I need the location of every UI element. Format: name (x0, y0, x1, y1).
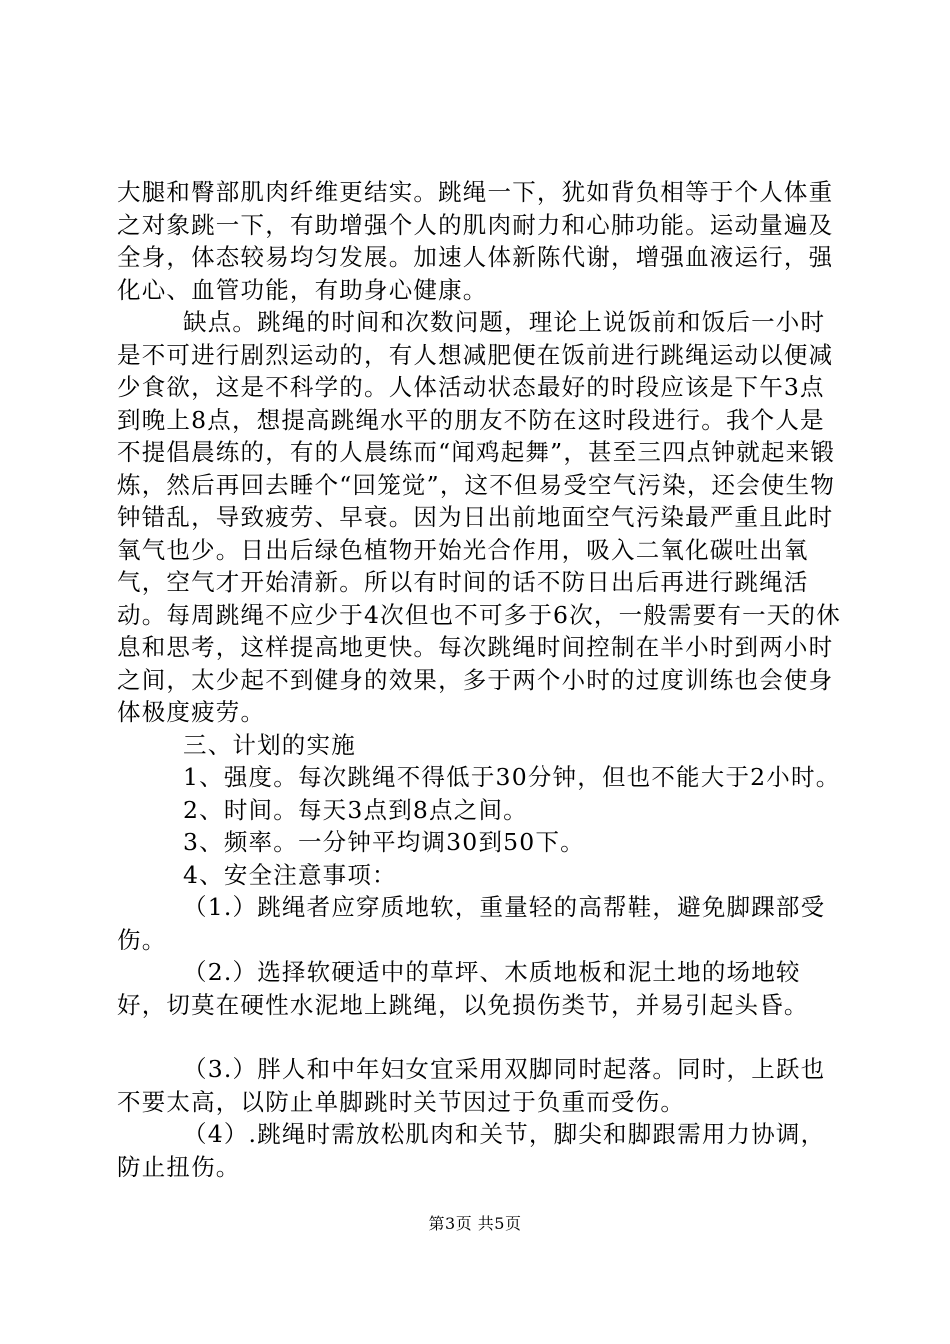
paragraph-intensity: 1、强度。每次跳绳不得低于30分钟，但也不能大于2小时。 (183, 763, 841, 791)
document-body (117, 176, 843, 1183)
paragraph-safety-item-4: （4）.跳绳时需放松肌肉和关节，脚尖和脚跟需用力协调，防止扭伤。 (117, 1120, 826, 1181)
paragraph-safety-item-2: （2.）选择软硬适中的草坪、木质地板和泥土地的场地较好，切莫在硬性水泥地上跳绳，以免损伤类节，并易引起头昏。 (117, 958, 809, 1019)
paragraph-safety-heading: 4、安全注意事项： (183, 860, 397, 889)
paragraph-safety-item-3: （3.）胖人和中年妇女宜采用双脚同时起落。同时，上跃也不要太高，以防止单脚跳时关节因过于负重而受伤。 (117, 1055, 826, 1116)
paragraph-safety-item-1: （1.）跳绳者应穿质地软，重量轻的高帮鞋，避免脚踝部受伤。 (117, 893, 826, 954)
paragraph-time: 2、时间。每天3点到8点之间。 (183, 795, 528, 824)
paragraph-disadvantages: 缺点。跳绳的时间和次数问题，理论上说饭前和饭后一小时是不可进行剧烈运动的，有人想减肥便在饭前进行跳绳运动以便减少食欲，这是不科学的。人体活动状态最好的时段应该是下午3点到晚上8点，想提高跳绳水平的朋友不防在这时段进行。我个人是不提倡晨练的，有的人晨练而“闻鸡起舞”，甚至三四点钟就起来锻炼，然后再回去睡个“回笼觉”，这不但易受空气污染，还会使生物钟错乱，导致疲劳、早衰。因为日出前地面空气污染最严重且此时氧气也少。日出后绿色植物开始光合作用，吸入二氧化碳吐出氧气，空气才开始清新。所以有时间的话不防日出后再进行跳绳活动。每周跳绳不应少于4次但也不可多于6次，一般需要有一天的休息和思考，这样提高地更快。每次跳绳时间控制在半小时到两小时之间，太少起不到健身的效果，多于两个小时的过度训练也会使身体极度疲劳。 (117, 308, 841, 726)
paragraph-frequency: 3、频率。一分钟平均调30到50下。 (183, 828, 585, 856)
paragraph-benefits-continued: 大腿和臀部肌肉纤维更结实。跳绳一下，犹如背负相等于个人体重之对象跳一下，有助增强个人的肌肉耐力和心肺功能。运动量遍及全身，体态较易均匀发展。加速人体新陈代谢，增强血液运行，强化心、血管功能，有助身心健康。 (117, 178, 834, 304)
section-heading-plan-implementation: 三、计划的实施 (183, 730, 356, 759)
page-number-footer: 第3页 共5页 (428, 1214, 522, 1233)
